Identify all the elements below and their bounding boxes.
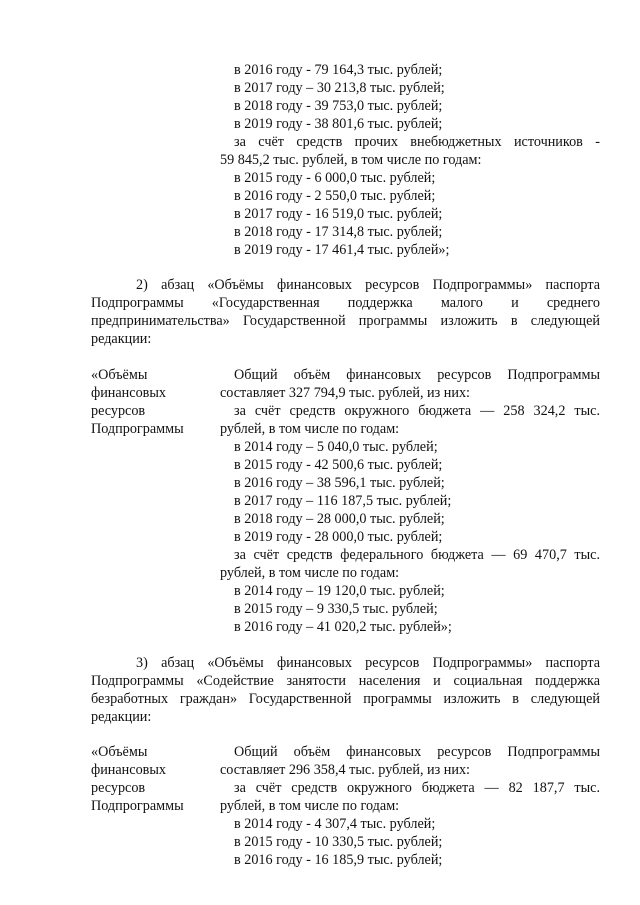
paragraph-2-line: 2) абзац «Объёмы финансовых ресурсов Подпрограммы» паспорта <box>136 277 600 293</box>
total-line: составляет 327 794,9 тыс. рублей, из них: <box>220 385 470 401</box>
district-budget-line: рублей, в том числе по годам: <box>220 798 400 814</box>
year-line: в 2019 году - 38 801,6 тыс. рублей; <box>234 116 443 132</box>
left-label: ресурсов <box>91 403 146 419</box>
year-line: в 2015 году - 42 500,6 тыс. рублей; <box>234 457 443 473</box>
paragraph-3-line: безработных граждан» Государственной программы изложить в следующей <box>91 691 600 707</box>
left-label: ресурсов <box>91 780 146 796</box>
paragraph-3-line: Подпрограммы «Содействие занятости населения и социальная поддержка <box>91 673 600 689</box>
year-line: в 2015 году - 10 330,5 тыс. рублей; <box>234 834 443 850</box>
year-line: в 2019 году - 17 461,4 тыс. рублей»; <box>234 242 450 258</box>
paragraph-3-line: редакции: <box>91 709 152 725</box>
year-line: в 2017 году – 30 213,8 тыс. рублей; <box>234 80 445 96</box>
year-line: в 2019 году - 28 000,0 тыс. рублей; <box>234 529 443 545</box>
left-label: «Объёмы <box>91 367 148 383</box>
left-label: финансовых <box>91 385 166 401</box>
year-line: в 2014 году – 5 040,0 тыс. рублей; <box>234 439 438 455</box>
year-line: в 2018 году – 28 000,0 тыс. рублей; <box>234 511 445 527</box>
year-line: в 2017 году – 116 187,5 тыс. рублей; <box>234 493 452 509</box>
district-budget-line: за счёт средств окружного бюджета — 82 187,7 тыс. <box>234 780 600 796</box>
total-line: составляет 296 358,4 тыс. рублей, из них: <box>220 762 470 778</box>
year-line: в 2015 году – 9 330,5 тыс. рублей; <box>234 601 438 617</box>
district-budget-line: рублей, в том числе по годам: <box>220 421 400 437</box>
year-line: в 2016 году – 38 596,1 тыс. рублей; <box>234 475 445 491</box>
paragraph-2-line: предпринимательства» Государственной программы изложить в следующей <box>91 313 600 329</box>
year-line: в 2017 году - 16 519,0 тыс. рублей; <box>234 206 443 222</box>
year-line: в 2016 году - 16 185,9 тыс. рублей; <box>234 852 443 868</box>
left-label: Подпрограммы <box>91 421 184 437</box>
year-line: в 2014 году – 19 120,0 тыс. рублей; <box>234 583 445 599</box>
year-line: в 2018 году - 17 314,8 тыс. рублей; <box>234 224 443 240</box>
year-line: в 2016 году - 79 164,3 тыс. рублей; <box>234 62 443 78</box>
total-line: Общий объём финансовых ресурсов Подпрограммы <box>234 367 600 383</box>
year-line: в 2015 году - 6 000,0 тыс. рублей; <box>234 170 436 186</box>
paragraph-2-line: Подпрограммы «Государственная поддержка малого и среднего <box>91 295 600 311</box>
total-line: Общий объём финансовых ресурсов Подпрограммы <box>234 744 600 760</box>
paragraph-2-line: редакции: <box>91 331 152 347</box>
other-sources-total: 59 845,2 тыс. рублей, в том числе по годам: <box>220 152 482 168</box>
year-line: в 2016 году – 41 020,2 тыс. рублей»; <box>234 619 452 635</box>
left-label: Подпрограммы <box>91 798 184 814</box>
year-line: в 2018 году - 39 753,0 тыс. рублей; <box>234 98 443 114</box>
federal-budget-line: за счёт средств федерального бюджета — 69 470,7 тыс. <box>234 547 600 563</box>
year-line: в 2014 году - 4 307,4 тыс. рублей; <box>234 816 436 832</box>
left-label: «Объёмы <box>91 744 148 760</box>
federal-budget-line: рублей, в том числе по годам: <box>220 565 400 581</box>
other-sources-line: за счёт средств прочих внебюджетных источников - <box>234 134 600 150</box>
district-budget-line: за счёт средств окружного бюджета — 258 324,2 тыс. <box>234 403 600 419</box>
year-line: в 2016 году - 2 550,0 тыс. рублей; <box>234 188 436 204</box>
left-label: финансовых <box>91 762 166 778</box>
paragraph-3-line: 3) абзац «Объёмы финансовых ресурсов Подпрограммы» паспорта <box>136 655 600 671</box>
